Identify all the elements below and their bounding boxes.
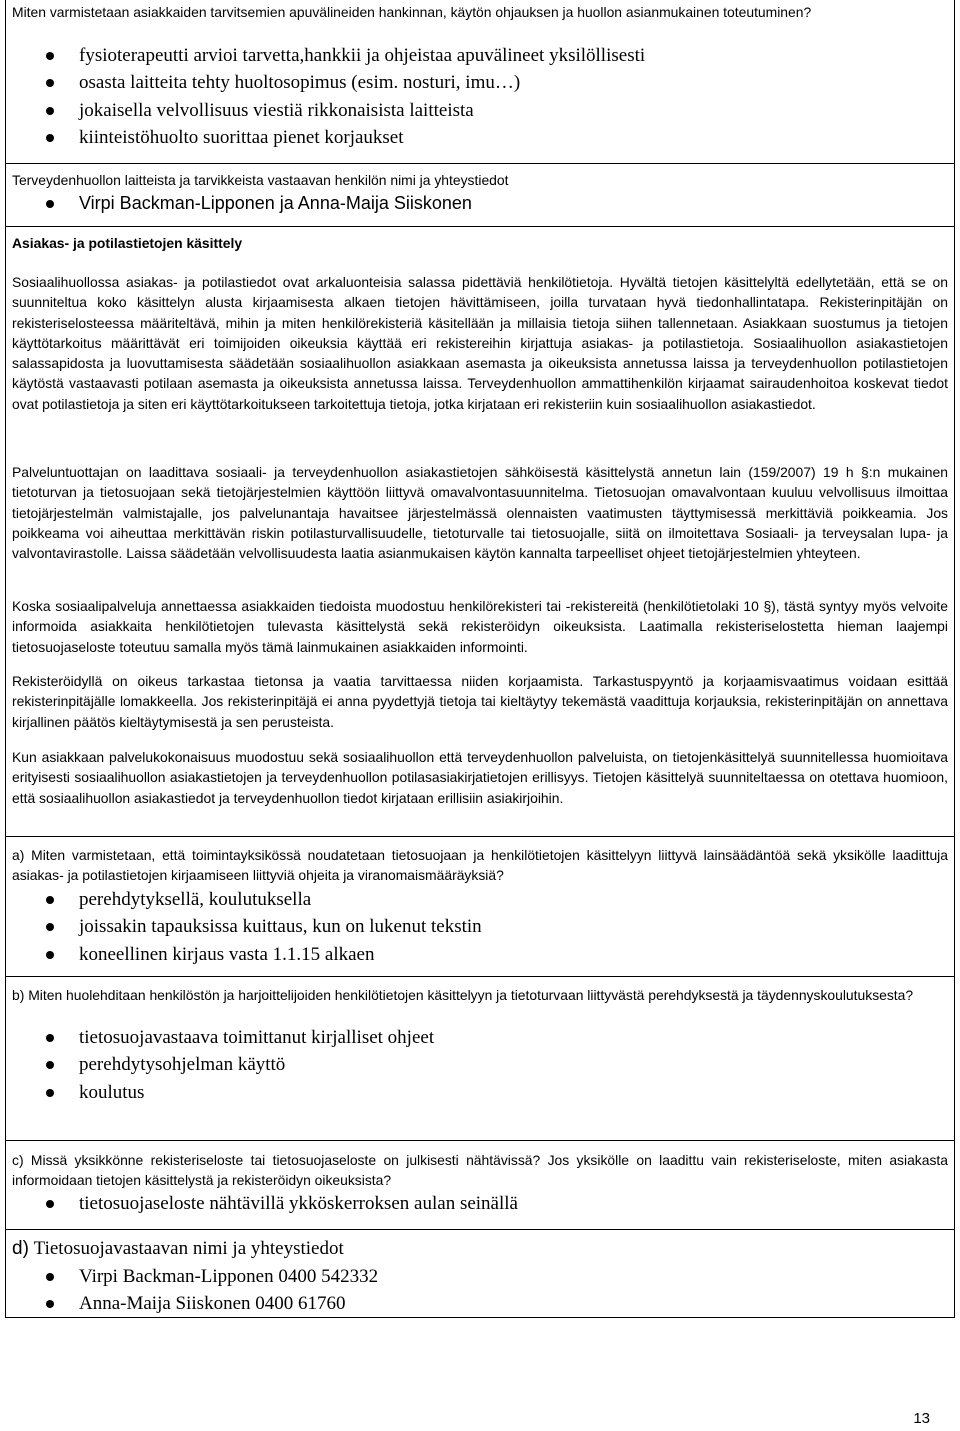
question-d-section bbox=[12, 1237, 948, 1261]
divider bbox=[5, 836, 955, 837]
list-item: tietosuojavastaava toimittanut kirjalliset ohjeet bbox=[12, 1024, 948, 1051]
answers-c bbox=[12, 1190, 948, 1217]
section-title: Asiakas- ja potilastietojen käsittely bbox=[12, 235, 243, 251]
paragraph-5-wrap bbox=[12, 747, 948, 808]
question-c: c) Missä yksikkönne rekisteriseloste tai tietosuojaseloste on julkisesti nähtävissä? Jos yksikölle on laadittu vain rekisteriseloste, miten asiakasta informoidaan tietojen käsittelystä ja rekisteröidyn oikeuksista? bbox=[12, 1152, 948, 1189]
paragraph-2-wrap bbox=[12, 462, 948, 563]
list-item: perehdytyksellä, koulutuksella bbox=[12, 886, 948, 913]
divider bbox=[5, 1229, 955, 1230]
answers-b-wrap bbox=[12, 1024, 948, 1106]
list-item: tietosuojaseloste nähtävillä ykköskerroksen aulan seinällä bbox=[12, 1190, 948, 1217]
list-item: jokaisella velvollisuus viestiä rikkonaisista laitteista bbox=[12, 97, 948, 124]
answers-d-wrap bbox=[12, 1263, 948, 1318]
question-b-section bbox=[12, 985, 948, 1005]
question-b: b) Miten huolehditaan henkilöstön ja harjoittelijoiden henkilötietojen käsittelyyn ja tietoturvaan liittyvästä perehdyksestä ja täydennyskoulutuksesta? bbox=[12, 987, 914, 1003]
intro-question: Miten varmistetaan asiakkaiden tarvitsemien apuvälineiden hankinnan, käytön ohjauksen ja huollon asianmukainen toteutuminen? bbox=[12, 4, 812, 20]
list-item: Virpi Backman-Lipponen 0400 542332 bbox=[12, 1263, 948, 1290]
divider bbox=[5, 163, 955, 164]
page-number: 13 bbox=[913, 1410, 930, 1427]
question-a: a) Miten varmistetaan, että toimintayksikössä noudatetaan tietosuojaan ja henkilötietojen käsittelyyn liittyvä lainsäädäntöä sekä yksikölle laadittuja asiakas- ja potilastietojen kirjaamiseen liittyviä ohjeita ja viranomaismääräyksiä? bbox=[12, 847, 948, 884]
intro-list-wrap bbox=[12, 42, 948, 151]
responsible-list bbox=[12, 190, 948, 217]
intro-list bbox=[12, 42, 948, 151]
question-d-label: d) bbox=[12, 1238, 29, 1259]
question-c-section bbox=[12, 1150, 948, 1191]
list-item: kiinteistöhuolto suorittaa pienet korjaukset bbox=[12, 124, 948, 151]
divider bbox=[5, 226, 955, 227]
paragraph: Koska sosiaalipalveluja annettaessa asiakkaiden tiedoista muodostuu henkilörekisteri tai -rekistereitä (henkilötietolaki 10 §), tästä syntyy myös velvoite informoida asiakkaita henkilötietojen tulevasta käsittelystä sekä rekisteröidyn oikeuksista. Laatimalla rekisteriselostetta hieman laajempi tietosuojaseloste toteutuu samalla myös tämä lainmukainen asiakkaiden informointi. bbox=[12, 598, 948, 655]
answers-d bbox=[12, 1263, 948, 1318]
answers-a bbox=[12, 886, 948, 968]
list-item: fysioterapeutti arvioi tarvetta,hankkii ja ohjeistaa apuvälineet yksilöllisesti bbox=[12, 42, 948, 69]
intro-section bbox=[12, 2, 948, 22]
answers-c-wrap bbox=[12, 1190, 948, 1217]
answers-b bbox=[12, 1024, 948, 1106]
divider bbox=[5, 1140, 955, 1141]
paragraph: Palveluntuottajan on laadittava sosiaali- ja terveydenhuollon asiakastietojen sähköisestä käsittelystä annetun lain (159/2007) 19 h §:n mukainen tietoturvan ja tietosuojaan sekä tietojärjestelmien käyttöön liittyvä omavalvontasuunnitelma. Tietosuojan omavalvontaan kuuluu velvollisuus ilmoittaa tietojärjestelmän valmistajalle, jos palvelunantaja havaitsee järjestelmässä olennaisten vaatimusten täyttymisessä merkittäviä poikkeamia. Jos poikkeama voi aiheuttaa merkittävän riskin potilasturvallisuudelle, tietoturvalle tai tietosuojalle, siitä on ilmoitettava Sosiaali- ja terveysalan lupa- ja valvontavirastolle. Laissa säädetään velvollisuudesta laatia asianmukaisen käytön kannalta tarpeelliset ohjeet tietojärjestelmien yhteyteen. bbox=[12, 464, 948, 562]
responsible-section bbox=[12, 170, 948, 217]
list-item: koneellinen kirjaus vasta 1.1.15 alkaen bbox=[12, 941, 948, 968]
list-item: perehdytysohjelman käyttö bbox=[12, 1051, 948, 1078]
privacy-section bbox=[12, 233, 948, 253]
paragraph-4-wrap bbox=[12, 671, 948, 732]
paragraph-1-wrap bbox=[12, 272, 948, 414]
question-d-text: Tietosuojavastaavan nimi ja yhteystiedot bbox=[33, 1238, 344, 1259]
divider bbox=[5, 976, 955, 977]
paragraph: Sosiaalihuollossa asiakas- ja potilastiedot ovat arkaluonteisia salassa pidettäviä henkilötietoja. Hyvältä tietojen käsittelyltä edellytetään, että se on suunniteltua koko käsittelyn alusta kirjaamisesta alkaen tietojen hävittämiseen, joilla turvataan hyvä tiedonhallintatapa. Rekisterinpitäjän on rekisteriselosteessa määriteltävä, mihin ja miten henkilörekisteriä käsitellään ja millaisia tietoja siihen tallennetaan. Asiakkaan suostumus ja tietojen käyttötarkoitus määrittävät eri toimijoiden oikeuksia käyttää eri rekistereihin kirjattuja asiakas- ja potilastietoja. Sosiaalihuollon asiakastietojen salassapidosta ja luovuttamisesta säädetään sosiaalihuollon asiakkaan asemasta ja oikeuksista annetussa laissa ja terveydenhuollon potilastietojen käytöstä vastaavasti potilaan asemasta ja oikeuksista annetussa laissa. Terveydenhuollon ammattihenkilön kirjaamat sairaudenhoitoa koskevat tiedot ovat potilastietoja ja siten eri käyttötarkoitukseen tarkoitettuja tietoja, jotka kirjataan eri rekisteriin kuin sosiaalihuollon asiakastiedot. bbox=[12, 274, 948, 412]
question-a-section bbox=[12, 845, 948, 886]
paragraph: Kun asiakkaan palvelukokonaisuus muodostuu sekä sosiaalihuollon että terveydenhuollon palveluista, on tietojenkäsittelyä suunnitellessa huomioitava erityisesti sosiaalihuollon asiakastietojen ja terveydenhuollon potilasasiakirjatietojen erillisyys. Tietojen käsittelyä suunniteltaessa on otettava huomioon, että sosiaalihuollon asiakastiedot ja terveydenhuollon tiedot kirjataan erillisiin asiakirjoihin. bbox=[12, 749, 948, 806]
answers-a-wrap bbox=[12, 886, 948, 968]
responsible-heading: Terveydenhuollon laitteista ja tarvikkeista vastaavan henkilön nimi ja yhteystiedot bbox=[12, 172, 509, 188]
list-item: joissakin tapauksissa kuittaus, kun on lukenut tekstin bbox=[12, 913, 948, 940]
list-item: koulutus bbox=[12, 1079, 948, 1106]
paragraph: Rekisteröidyllä on oikeus tarkastaa tietonsa ja vaatia tarvittaessa niiden korjaamista. Tarkastuspyyntö ja korjaamisvaatimus voidaan esittää rekisterinpitäjälle lomakkeella. Jos rekisterinpitäjä ei anna pyydettyjä tietoja tai kieltäytyy tekemästä vaadittuja korjauksia, rekisterinpitäjän on annettava kirjallinen päätös kieltäytymisestä ja sen perusteista. bbox=[12, 673, 948, 730]
question-d bbox=[12, 1237, 948, 1261]
list-item: Anna-Maija Siiskonen 0400 61760 bbox=[12, 1290, 948, 1317]
list-item: osasta laitteita tehty huoltosopimus (esim. nosturi, imu…) bbox=[12, 69, 948, 96]
paragraph-3-wrap bbox=[12, 596, 948, 657]
list-item: Virpi Backman-Lipponen ja Anna-Maija Siiskonen bbox=[12, 190, 948, 217]
